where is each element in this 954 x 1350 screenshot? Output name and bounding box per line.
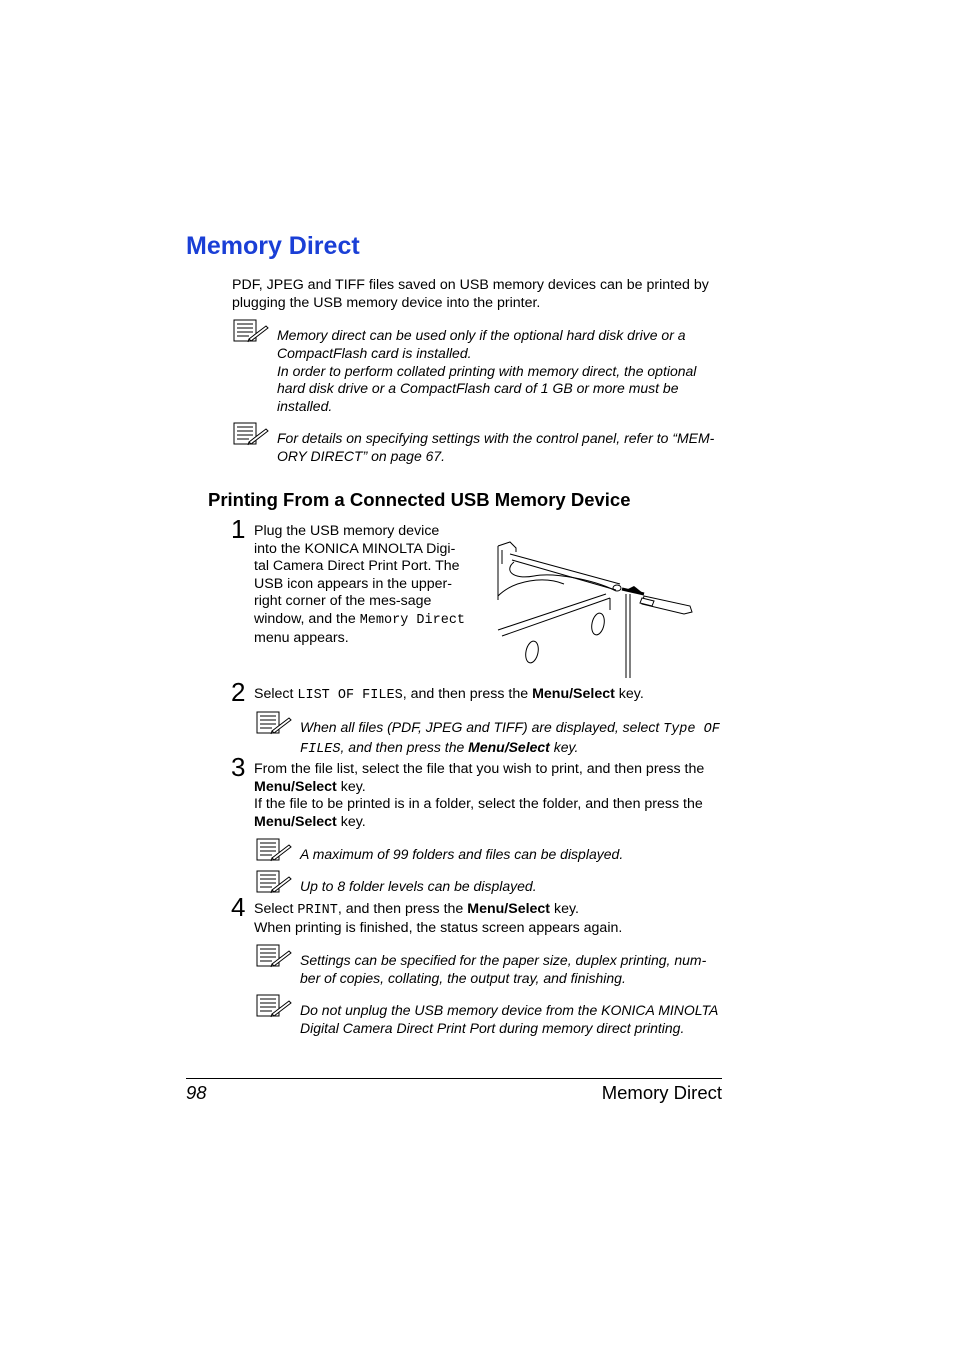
note-text: When all files (PDF, JPEG and TIFF) are displayed, select [300, 719, 664, 735]
note-text: key. [549, 738, 579, 755]
step-text: From the file list, select the file that you wish to print, and then press the [254, 761, 705, 777]
menu-code: Memory Direct [359, 612, 466, 628]
step-text: menu appears. [254, 629, 349, 646]
note-icon [256, 944, 292, 968]
step-text: key. [614, 686, 644, 702]
step-text: Plug the USB memory device into the KONICA MINOLTA Digi-tal Camera Direct Print Port. The USB icon appears in the upper-right corner of the mes-sage window, and the [254, 523, 460, 627]
step-4-note-1: Settings can be specified for the paper size, duplex printing, num-ber of copies, collating, the output tray, and finishing. [300, 952, 707, 986]
step-paragraph [254, 796, 724, 831]
page-title: Memory Direct [186, 232, 360, 260]
note-icon [256, 994, 292, 1018]
step-text: key. [336, 778, 366, 795]
note-icon [233, 319, 269, 343]
step-text: key. [336, 813, 366, 830]
note-icon [256, 838, 292, 862]
menu-code: LIST OF FILES [297, 688, 403, 703]
step-number: 4 [231, 892, 246, 922]
step-2-note [300, 719, 724, 759]
step-4-text [254, 901, 724, 937]
footer-section-title: Memory Direct [601, 1082, 722, 1103]
note-top-2: For details on specifying settings with the control panel, refer to “MEM-ORY DIRECT” on page 67. [277, 430, 715, 464]
step-1-text [254, 523, 466, 647]
key-name: Menu/Select [254, 778, 337, 795]
key-name: Menu/Select [532, 686, 615, 702]
step-4-note-2: Do not unplug the USB memory device from the KONICA MINOLTA Digital Camera Direct Print Port during memory direct printing. [300, 1002, 718, 1036]
section-heading: Printing From a Connected USB Memory Device [208, 489, 631, 510]
note-icon [233, 422, 269, 446]
intro-paragraph: PDF, JPEG and TIFF files saved on USB memory devices can be printed by plugging the USB memory device into the printer. [232, 277, 709, 311]
step-text: , and then press the [337, 901, 468, 917]
note-text: In order to perform collated printing with memory direct, the optional hard disk drive or a CompactFlash card of 1 GB or more must be installed. [277, 362, 697, 415]
menu-code: Type OF FILES [300, 722, 720, 757]
step-text: If the file to be printed is in a folder, select the folder, and then press the [254, 796, 703, 813]
step-number: 1 [231, 514, 246, 544]
note-text: , and then press the [340, 738, 469, 755]
step-3-note-2: Up to 8 folder levels can be displayed. [300, 878, 537, 894]
step-number: 3 [231, 752, 246, 782]
page-number: 98 [186, 1082, 207, 1103]
step-text: key. [550, 901, 579, 917]
key-name: Menu/Select [254, 813, 337, 830]
step-2-text [254, 686, 724, 705]
step-paragraph: When printing is finished, the status screen appears again. [254, 919, 623, 936]
step-paragraph [254, 761, 724, 796]
step-text: , and then press the [402, 686, 533, 702]
menu-code: PRINT [297, 903, 338, 918]
key-name: Menu/Select [468, 738, 550, 755]
step-number: 2 [231, 677, 246, 707]
step-3-text [254, 761, 724, 831]
step-text: Select [254, 686, 298, 702]
step-3-note-1: A maximum of 99 folders and files can be displayed. [300, 846, 624, 862]
footer-divider [186, 1078, 722, 1079]
key-name: Menu/Select [467, 901, 551, 917]
step-paragraph [254, 901, 724, 920]
note-icon [256, 711, 292, 735]
step-text: Select [254, 901, 298, 917]
printer-usb-illustration [494, 540, 698, 680]
note-icon [256, 870, 292, 894]
note-top-1 [277, 327, 723, 416]
note-text: Memory direct can be used only if the optional hard disk drive or a CompactFlash card is installed. [277, 327, 686, 361]
